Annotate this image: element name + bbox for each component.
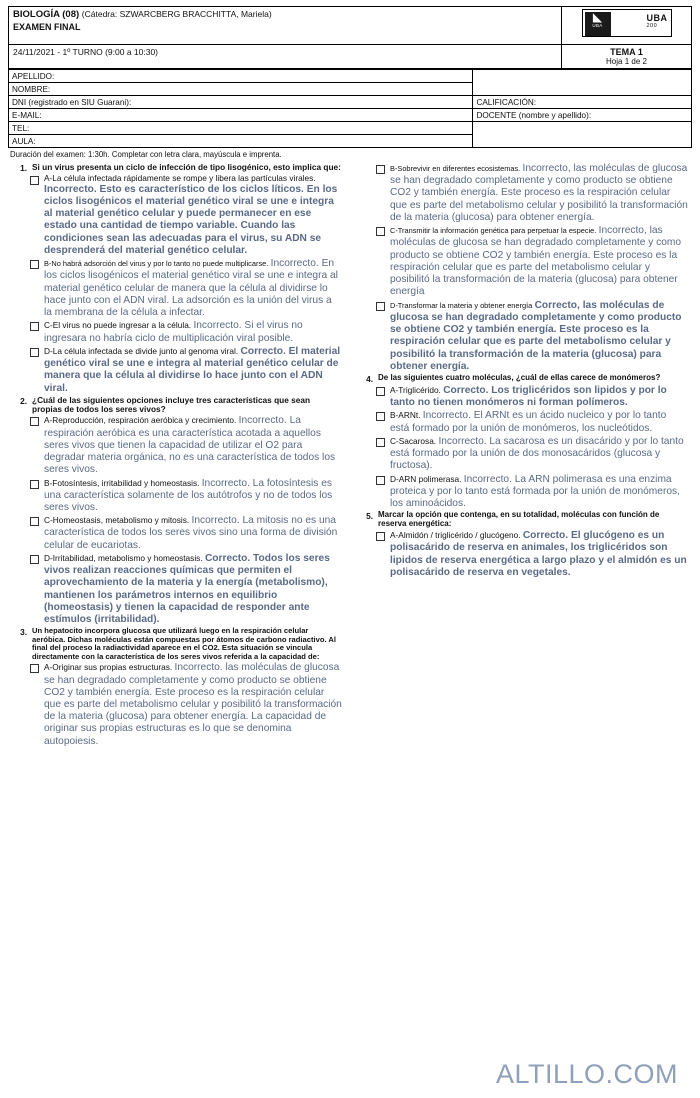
checkbox-4b[interactable]: [376, 412, 385, 421]
option-3d-answer: Correcto, las moléculas de glucosa se han degradado completamente y como producto se obtiene CO2 y también energía. Este proceso es la respiración celular que es parte del metabolismo celular y posibilitó la transformación de la materia (glucosa) para obtener energía.: [390, 299, 682, 372]
field-nombre[interactable]: NOMBRE:: [9, 83, 473, 96]
uba-anniversary: 200: [646, 23, 658, 29]
option-4d-lead: D-ARN polimerasa.: [390, 473, 462, 484]
question-1-number: 1.: [20, 163, 27, 173]
question-4-text: De las siguientes cuatro moléculas, ¿cuál de ellas carece de monómeros?: [378, 372, 661, 382]
option-1c-answer: Incorrecto. Si el virus no ingresara no habría ciclo de multiplicación viral posible.: [44, 320, 303, 344]
option-2b[interactable]: [30, 478, 342, 515]
tema-label: TEMA 1: [610, 47, 643, 57]
question-3: [10, 627, 342, 661]
question-2-number: 2.: [20, 395, 27, 406]
option-1b-lead: B-No habrá adsorción del virus y por lo tanto no puede multiplicarse.: [44, 259, 269, 269]
option-2c-lead: C-Homeostasis, metabolismo y mitosis.: [44, 515, 190, 526]
option-2b-answer: Incorrecto. La fotosíntesis es una característica solamente de los autótrofos y no de todos los seres vivos.: [44, 477, 333, 513]
checkbox-5a[interactable]: [376, 532, 385, 541]
option-3d[interactable]: [376, 300, 688, 373]
option-1a[interactable]: [30, 174, 342, 257]
uba-logo: [582, 9, 672, 37]
field-email[interactable]: E-MAIL:: [9, 109, 473, 122]
option-3c-lead: C-Transmitir la información genética para perpetuar la especie.: [390, 226, 597, 236]
option-4b[interactable]: [376, 410, 688, 434]
left-column: [10, 163, 342, 749]
checkbox-1c[interactable]: [30, 322, 39, 331]
tema-cell: [562, 45, 692, 69]
field-calificacion[interactable]: CALIFICACIÓN:: [473, 96, 692, 109]
checkbox-4d[interactable]: [376, 476, 385, 485]
checkbox-2d[interactable]: [30, 555, 39, 564]
option-5a-lead: A-Almidón / triglicérido / glucógeno.: [390, 530, 521, 541]
page-label: Hoja 1 de 2: [606, 57, 647, 66]
option-4b-answer: Incorrecto. El ARNt es un ácido nucleico y por lo tanto está formado por la unión de monómeros, los nucleótidos.: [390, 410, 667, 434]
checkbox-4c[interactable]: [376, 438, 385, 447]
option-4a-answer: Correcto. Los triglicéridos son lipidos y por lo tanto no tienen monómeros ni forman polímeros.: [390, 384, 667, 409]
checkbox-1d[interactable]: [30, 348, 39, 357]
question-4: [356, 374, 688, 384]
option-2b-lead: B-Fotosíntesis, irritabilidad y homeostasis.: [44, 477, 200, 488]
exam-type: EXAMEN FINAL: [13, 22, 81, 32]
option-1d-lead: D-La célula infectada se divide junto al genoma viral.: [44, 345, 239, 356]
option-4c[interactable]: [376, 436, 688, 473]
field-docente[interactable]: DOCENTE (nombre y apellido):: [473, 109, 692, 122]
field-aula[interactable]: AULA:: [9, 135, 473, 148]
checkbox-1a[interactable]: [30, 176, 39, 185]
question-1-text: Si un virus presenta un ciclo de infección de tipo lisogénico, esto implica que:: [32, 162, 341, 172]
checkbox-2c[interactable]: [30, 517, 39, 526]
option-3a-answer: Incorrecto. las moléculas de glucosa se han degradado completamente y como producto se obtiene CO2 y también energía. Este proceso es la respiración celular que es parte del metabolismo celular y posibilitó la transformación de la materia (glucosa) para obtener energía. La capacidad de originar sus propias estructuras es lo que se denomina autopoiesis.: [44, 662, 342, 747]
option-3d-lead: D-Transformar la materia y obtener energía: [390, 300, 533, 310]
checkbox-3c[interactable]: [376, 227, 385, 236]
option-3c[interactable]: [376, 225, 688, 298]
option-1b-answer: Incorrecto. En los ciclos lisogénicos el material genético viral se une e integra al material genético celular de manera que la célula al dividirse lo hace junto con el ADN viral. La adsorción es la unión del virus a la membrana de la célula a infectar.: [44, 258, 338, 319]
option-3c-answer: Incorrecto, las moléculas de glucosa se han degradado completamente y como producto se obtiene CO2 y también energía. Este proceso es la respiración celular que es parte del metabolismo celular y posibilitó la transformación de la materia (glucosa) para obtener energía: [390, 225, 682, 298]
field-docente-spacer: [473, 122, 692, 148]
option-1c[interactable]: [30, 320, 342, 344]
uba-emblem-icon: ◣ UBA: [585, 12, 611, 36]
right-column: [356, 163, 688, 749]
option-5a-answer: Correcto. El glucógeno es un polisacárido de reserva en animales, los triglicéridos son lipidos de reserva energética a largo plazo y el almidón es un polisacárido de reserva en vegetales.: [390, 530, 687, 578]
date-turn-cell: 24/11/2021 - 1º TURNO (9:00 a 10:30): [9, 45, 562, 69]
question-5-text: Marcar la opción que contenga, en su totalidad, moléculas con función de reserva energética:: [378, 510, 660, 529]
question-2-text: ¿Cuál de las siguientes opciones incluye tres características que sean propias de todos los seres vivos?: [32, 394, 311, 415]
question-2: [10, 396, 342, 415]
option-1a-lead: A-La célula infectada rápidamente se rompe y libera las partículas virales.: [44, 173, 316, 183]
question-4-number: 4.: [366, 373, 373, 384]
option-2c-answer: Incorrecto. La mitosis no es una característica de todos los seres vivos sino una forma de división celular de eucariotas.: [44, 515, 338, 551]
question-3-number: 3.: [20, 627, 27, 638]
subject-name: BIOLOGÍA (08): [13, 9, 80, 20]
question-5-number: 5.: [366, 511, 373, 522]
duration-note: Duración del examen: 1:30h. Completar con letra clara, mayúscula e imprenta.: [10, 150, 282, 159]
uba-wordmark: [647, 13, 668, 29]
field-calificacion-spacer: [473, 70, 692, 96]
question-1: [10, 163, 342, 173]
option-1b[interactable]: [30, 258, 342, 319]
checkbox-1b[interactable]: [30, 260, 39, 269]
cathedra: (Cátedra: SZWARCBERG BRACCHITTA, Mariela): [81, 9, 272, 19]
option-1a-answer: Incorrecto. Esto es característico de los ciclos líticos. En los ciclos lisogénicos el material genético viral se une e integra al material genético celular y puede permanecer en ese estado una cantidad de tiempo variable. Cuando las condiciones sean las adecuadas para el virus, su ADN se desprenderá del material genético celular.: [44, 183, 338, 256]
field-tel[interactable]: TEL:: [9, 122, 473, 135]
option-4c-lead: C-Sacarosa.: [390, 435, 437, 446]
option-2a[interactable]: [30, 415, 342, 476]
question-5: [356, 511, 688, 529]
option-3b[interactable]: [376, 163, 688, 224]
option-2c[interactable]: [30, 515, 342, 552]
checkbox-3b[interactable]: [376, 165, 385, 174]
option-4c-answer: Incorrecto. La sacarosa es un disacárido y por lo tanto está formado por la unión de dos monosacáridos (glucosa y fructosa).: [390, 435, 684, 472]
questions-columns: [8, 163, 692, 749]
option-4a-lead: A-Triglicérido.: [390, 384, 441, 395]
checkbox-2b[interactable]: [30, 480, 39, 489]
option-4a[interactable]: [376, 385, 688, 409]
watermark: ALTILLO.COM: [495, 1059, 678, 1089]
option-3b-lead: B-Sobrevivir en diferentes ecosistemas.: [390, 164, 521, 173]
option-4d-answer: Incorrecto. La ARN polimerasa es una enzima proteica y por lo tanto está formada por la unión de monómeros, los aminoácidos.: [390, 473, 680, 510]
option-4b-lead: B-ARNt.: [390, 410, 421, 421]
question-3-text: Un hepatocito incorpora glucosa que utilizará luego en la respiración celular aeróbica. Dichas moléculas están compuestas por átomos de carbono radiactivo. Al final del proceso la radiactividad aparece en el CO2. Esta situación se vincula directamente con la característica de los seres vivos referida a la capacidad de:: [32, 626, 336, 661]
logo-cell: [562, 7, 692, 45]
header-table: [8, 6, 692, 69]
checkbox-4a[interactable]: [376, 387, 385, 396]
checkbox-3d[interactable]: [376, 302, 385, 311]
student-fields-table: [8, 69, 692, 148]
field-dni[interactable]: DNI (registrado en SIU Guarani):: [9, 96, 473, 109]
option-1d[interactable]: [30, 346, 342, 395]
option-2d-answer: Correcto. Todos los seres vivos realizan reacciones químicas que permiten el aprovechamiento de la materia y la energía (metabolismo), mantienen los parámetros internos en equilibrio (homeostasis) y tienen la capacidad de responder ante estímulos (irritabilidad).: [44, 552, 330, 626]
option-3a-lead: A-Originar sus propias estructuras.: [44, 662, 173, 673]
uba-text: UBA: [646, 13, 668, 23]
header-title-cell: [9, 7, 562, 45]
option-5a[interactable]: [376, 530, 688, 579]
option-2a-lead: A-Reproducción, respiración aeróbica y crecimiento.: [44, 415, 237, 426]
option-1d-answer: Correcto. El material genético viral se une e integra al material genético celular de manera que la célula al dividirse lo hace junto con el ADN viral.: [44, 345, 341, 394]
uba-emblem-label: UBA: [592, 23, 603, 28]
checkbox-2a[interactable]: [30, 417, 39, 426]
subject-line: [13, 9, 557, 20]
option-2a-answer: Incorrecto. La respiración aeróbica es una característica acotada a aquellos seres vivos que tienen la capacidad de utilizar el O2 para degradar materia orgánica, no es una característica de todos los seres vivos.: [44, 415, 336, 476]
field-apellido[interactable]: APELLIDO:: [9, 70, 473, 83]
checkbox-3a[interactable]: [30, 664, 39, 673]
option-3b-answer: Incorrecto, las moléculas de glucosa se han degradado completamente y como producto se obtiene CO2 y también energía. Este proceso es la respiración celular que es parte del metabolismo celular y posibilitó la transformación de la materia (glucosa) para obtener energía.: [390, 163, 688, 223]
option-1c-lead: C-El virus no puede ingresar a la célula.: [44, 320, 192, 331]
option-2d[interactable]: [30, 553, 342, 626]
option-2d-lead: D-Irritabilidad, metabolismo y homeostasis.: [44, 552, 203, 563]
option-4d[interactable]: [376, 474, 688, 511]
option-3a[interactable]: [30, 662, 342, 748]
